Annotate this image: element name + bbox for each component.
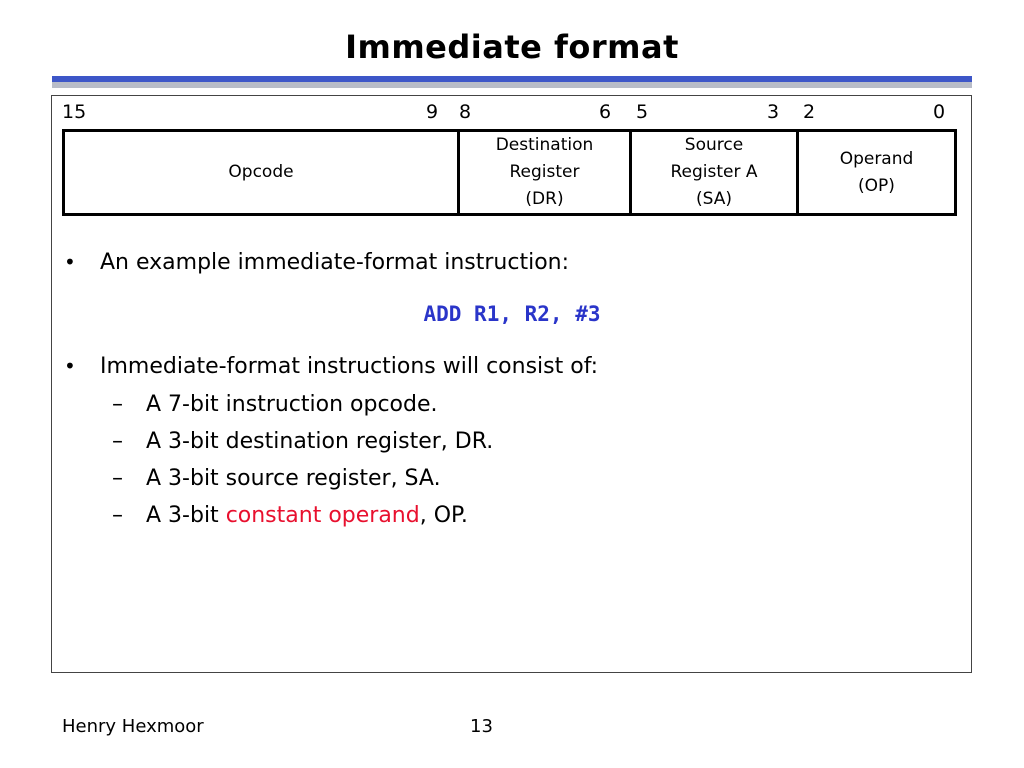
- field-sa-line: Source: [684, 135, 744, 155]
- bit-label-9: 9: [426, 101, 439, 123]
- dash-icon: –: [112, 429, 123, 454]
- sub-item-text: A 7-bit instruction opcode.: [146, 392, 438, 417]
- slide-title: Immediate format: [345, 28, 679, 66]
- field-operand: [799, 132, 954, 213]
- instruction-format-table: [62, 129, 957, 216]
- dash-icon: –: [112, 466, 123, 491]
- bit-label-15: 15: [62, 101, 87, 123]
- sub-item-text: A 3-bit destination register, DR.: [146, 429, 494, 454]
- bit-label-6: 6: [599, 101, 612, 123]
- sub-item-text: A 3-bit source register, SA.: [146, 466, 441, 491]
- field-opcode: [65, 132, 460, 213]
- field-source-register: [632, 132, 799, 213]
- footer-page-number: 13: [470, 716, 493, 737]
- field-destination-register: [460, 132, 632, 213]
- code-example: ADD R1, R2, #3: [423, 302, 601, 326]
- field-opcode-label: Opcode: [228, 162, 294, 182]
- field-dr-line: Destination: [495, 135, 594, 155]
- field-op-line: Operand: [839, 148, 914, 169]
- bullet-icon: •: [64, 250, 76, 274]
- bit-label-3: 3: [767, 101, 780, 123]
- field-dr-line: Register: [509, 162, 580, 182]
- field-op-line: (OP): [858, 175, 895, 196]
- sub-item-prefix: A 3-bit: [146, 503, 226, 528]
- bullet-example-text: An example immediate-format instruction:: [100, 250, 570, 275]
- sub-item-suffix: , OP.: [419, 503, 468, 528]
- highlight-text: constant operand: [225, 503, 420, 528]
- bit-label-2: 2: [803, 101, 816, 123]
- title-rule-gray: [52, 82, 972, 88]
- bit-label-0: 0: [933, 101, 946, 123]
- field-sa-line: (SA): [695, 189, 732, 209]
- bullet-consist-text: Immediate-format instructions will consist of:: [100, 354, 599, 379]
- dash-icon: –: [112, 392, 123, 417]
- bit-label-5: 5: [636, 101, 649, 123]
- bit-label-8: 8: [459, 101, 472, 123]
- dash-icon: –: [112, 503, 123, 528]
- bullet-icon: •: [64, 354, 76, 378]
- field-dr-line: (DR): [525, 189, 564, 209]
- sub-item-text: [146, 503, 468, 528]
- footer-author: Henry Hexmoor: [62, 716, 204, 737]
- field-sa-line: Register A: [670, 162, 758, 182]
